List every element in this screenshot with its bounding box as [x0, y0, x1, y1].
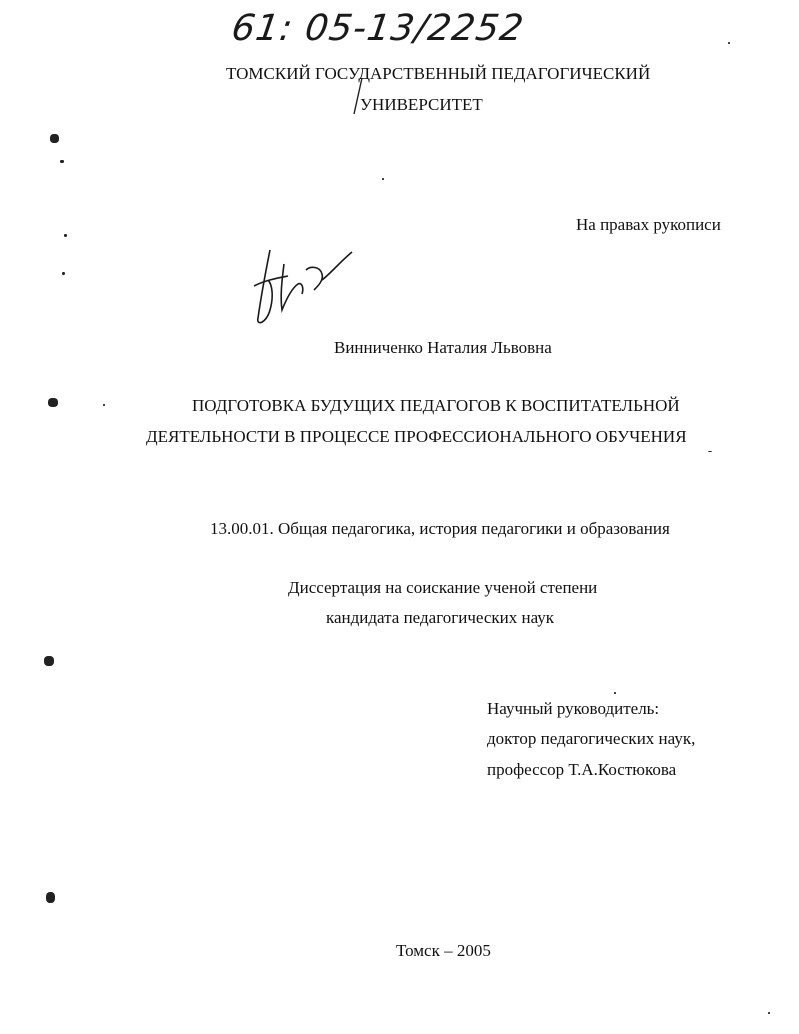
specialty-code: 13.00.01. Общая педагогика, история педагогики и образования [210, 519, 670, 538]
scan-speck [728, 42, 730, 44]
degree-line1: Диссертация на соискание ученой степени [288, 578, 598, 597]
scan-speck [50, 134, 59, 143]
supervisor-label: Научный руководитель: [487, 699, 660, 718]
scan-speck [60, 160, 64, 163]
scan-speck [708, 451, 712, 452]
scan-speck [103, 404, 105, 406]
university-name-line2: УНИВЕРСИТЕТ [360, 95, 483, 114]
rights-note: На правах рукописи [576, 215, 721, 234]
scan-speck [48, 398, 58, 407]
scan-speck [64, 234, 67, 237]
archive-handwritten-mark: 61: 05-13/2252 [229, 8, 527, 49]
scan-speck [768, 1012, 770, 1014]
author-name: Винниченко Наталия Львовна [334, 338, 552, 357]
scan-speck [46, 892, 55, 903]
supervisor-name: профессор Т.А.Костюкова [487, 760, 677, 779]
place-and-year: Томск – 2005 [396, 941, 491, 960]
supervisor-degree: доктор педагогических наук, [487, 729, 696, 748]
dissertation-title-line2: ДЕЯТЕЛЬНОСТИ В ПРОЦЕССЕ ПРОФЕССИОНАЛЬНОГО ОБУЧЕНИЯ [146, 427, 687, 446]
university-name-line1: ТОМСКИЙ ГОСУДАРСТВЕННЫЙ ПЕДАГОГИЧЕСКИЙ [226, 64, 651, 83]
author-signature [248, 240, 358, 330]
scan-speck [614, 692, 616, 694]
degree-line2: кандидата педагогических наук [326, 608, 555, 627]
scan-speck [62, 272, 65, 275]
scan-speck [44, 656, 54, 666]
scan-speck [382, 178, 384, 180]
dissertation-title-line1: ПОДГОТОВКА БУДУЩИХ ПЕДАГОГОВ К ВОСПИТАТЕЛЬНОЙ [192, 396, 680, 415]
